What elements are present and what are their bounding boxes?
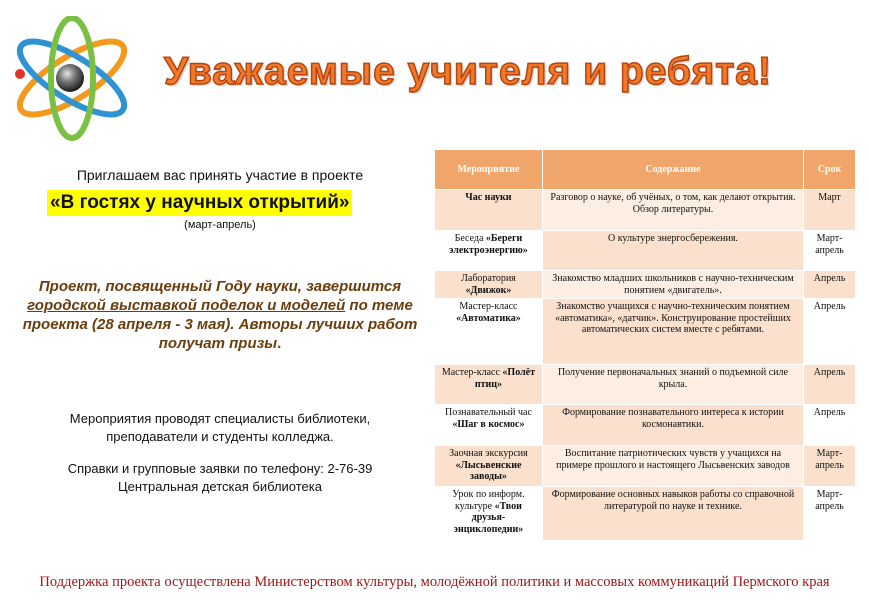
content-cell: Знакомство младших школьников с научно-техническим понятием «двигатель».: [542, 271, 803, 299]
announce-part1: Проект, посвященный Году науки, завершится: [38, 278, 402, 295]
header-content: Содержание: [542, 150, 803, 190]
table-row: [435, 365, 856, 405]
event-cell: Беседа «Береги электроэнергию»: [435, 231, 543, 271]
term-cell: Март: [804, 190, 856, 231]
support-footer: Поддержка проекта осуществлена Министерством культуры, молодёжной политики и массовых коммуникаций Пермского края: [39, 574, 830, 590]
table-row: [435, 487, 856, 541]
contact-info: [10, 460, 430, 496]
term-cell: Март-апрель: [804, 231, 856, 271]
project-announcement: [10, 277, 430, 353]
term-cell: Апрель: [804, 365, 856, 405]
event-cell: Мастер-класс «Автоматика»: [435, 299, 543, 365]
header-event: Мероприятие: [435, 150, 543, 190]
term-cell: Апрель: [804, 271, 856, 299]
table-row: [435, 231, 856, 271]
announce-part2: по теме проекта (28 апреля - 3 мая). Авторы лучших работ получат призы: [22, 297, 418, 352]
project-dates: (март-апрель): [184, 219, 256, 231]
event-cell: Лаборатория «Движок»: [435, 271, 543, 299]
table-row: [435, 405, 856, 446]
invite-text: Приглашаем вас принять участие в проекте: [76, 167, 364, 183]
headline: Уважаемые учителя и ребята!: [164, 50, 772, 93]
content-cell: О культуре энергосбережения.: [542, 231, 803, 271]
table-row: [435, 446, 856, 487]
term-cell: Март-апрель: [804, 487, 856, 541]
exhibition-link: городской выставкой поделок и моделей: [27, 297, 346, 314]
table-row: [435, 271, 856, 299]
staff-line-2: преподаватели и студенты колледжа.: [106, 429, 334, 444]
event-cell: Познавательный час «Шаг в космос»: [435, 405, 543, 446]
content-cell: Воспитание патриотических чувств у учащихся на примере прошлого и настоящего Лысьвенских заводов: [542, 446, 803, 487]
event-cell: Заочная экскурсия «Лысьвенские заводы»: [435, 446, 543, 487]
term-cell: Апрель: [804, 299, 856, 365]
table-row: [435, 299, 856, 365]
content-cell: Формирование познавательного интереса к истории космонавтики.: [542, 405, 803, 446]
event-cell: Мастер-класс «Полёт птиц»: [435, 365, 543, 405]
content-cell: Получение первоначальных знаний о подъемной силе крыла.: [542, 365, 803, 405]
table-row: [435, 190, 856, 231]
project-title: «В гостях у научных открытий»: [47, 190, 352, 216]
event-cell: Урок по информ. культуре «Твои друзья-энциклопедии»: [435, 487, 543, 541]
contact-phone: Справки и групповые заявки по телефону: 2-76-39: [67, 461, 373, 476]
announce-part3: .: [277, 335, 282, 352]
term-cell: Март-апрель: [804, 446, 856, 487]
atom-icon: [8, 16, 136, 144]
content-cell: Разговор о науке, об учёных, о том, как делают открытия. Обзор литературы.: [542, 190, 803, 231]
term-cell: Апрель: [804, 405, 856, 446]
table-header-row: [435, 150, 856, 190]
content-cell: Формирование основных навыков работы со справочной литературой по науке и технике.: [542, 487, 803, 541]
header-term: Срок: [804, 150, 856, 190]
event-cell: Час науки: [435, 190, 543, 231]
staff-line-1: Мероприятия проводят специалисты библиотеки,: [69, 411, 371, 426]
events-table: [434, 149, 856, 541]
staff-info: [10, 410, 430, 446]
contact-library: Центральная детская библиотека: [117, 479, 322, 494]
content-cell: Знакомство учащихся с научно-техническим понятием «автоматика», «датчик». Конструирование простейших автоматических систем вместе с ребятами.: [542, 299, 803, 365]
